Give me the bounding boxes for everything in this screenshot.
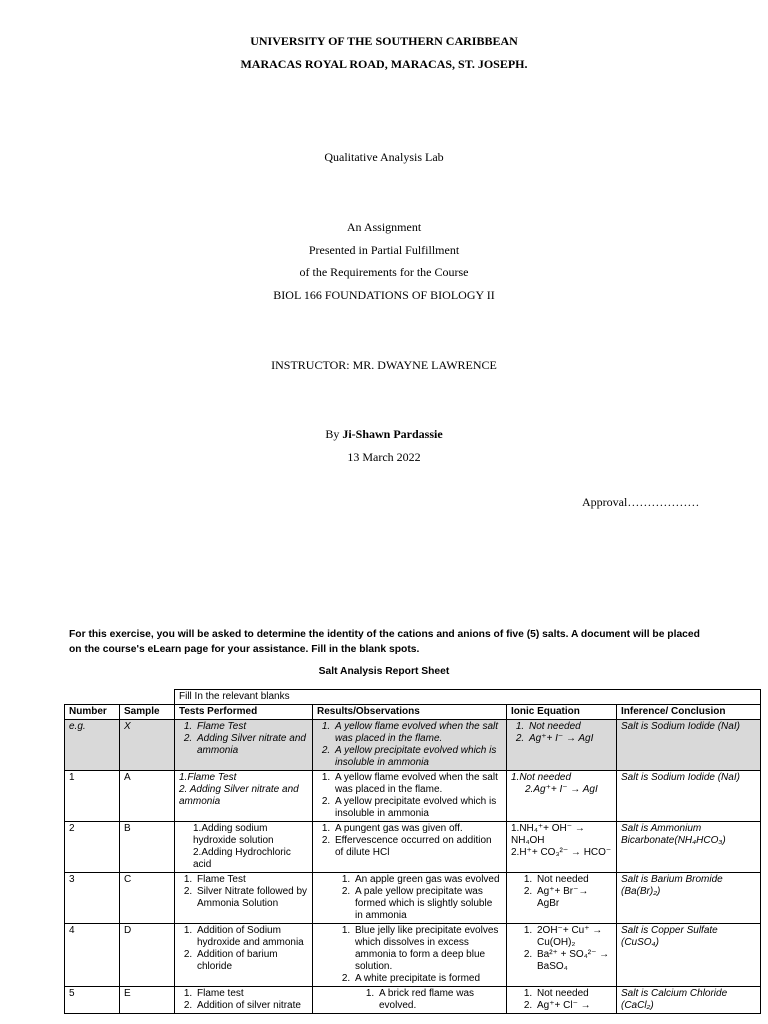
cell-results [313, 720, 507, 771]
list-item: 2. Ag⁺+ Br⁻→ AgBr [535, 886, 612, 910]
cell-number: 2 [65, 822, 120, 873]
list-item: 2. Ba²⁺ + SO₄²⁻ → BaSO₄ [535, 949, 612, 973]
list-item: 1. Addition of Sodium hydroxide and ammonia [195, 925, 308, 949]
cell-sample: C [120, 873, 175, 924]
table-row-example [65, 720, 761, 771]
col-sample: Sample [120, 705, 175, 720]
cell-inference: Salt is Calcium Chloride (CaCl₂) [617, 987, 761, 1014]
list-item: 1. Not needed [535, 988, 612, 1000]
cell-tests [175, 987, 313, 1014]
list-item: 1. Not needed [527, 721, 612, 733]
col-number: Number [65, 705, 120, 720]
table-row [65, 822, 761, 873]
list-item: 2. Addition of barium chloride [195, 949, 308, 973]
table-header-row [65, 705, 761, 720]
university-address: MARACAS ROYAL ROAD, MARACAS, ST. JOSEPH. [240, 57, 528, 71]
cell-tests [175, 873, 313, 924]
lab-title: Qualitative Analysis Lab [324, 150, 444, 164]
list-item: 1. Blue jelly like precipitate evolves which dissolves in excess ammonia to form a deep blue solution. [353, 925, 502, 973]
list-item: 2. Ag⁺+ Cl⁻ → [535, 1000, 612, 1012]
list-item: 2. Silver Nitrate followed by Ammonia Solution [195, 886, 308, 910]
cell-sample: E [120, 987, 175, 1014]
cell-ionic [507, 720, 617, 771]
assignment-line-1: An Assignment [346, 220, 422, 234]
list-item: 2. A yellow precipitate evolved which is insoluble in ammonia [333, 796, 502, 820]
list-item: 1. 2OH⁻+ Cu⁺ → Cu(OH)₂ [535, 925, 612, 949]
table-row [65, 924, 761, 987]
cell-sample: D [120, 924, 175, 987]
assignment-line-3: of the Requirements for the Course [299, 265, 469, 279]
cell-results [313, 822, 507, 873]
list-item: 2. A yellow precipitate evolved which is insoluble in ammonia [333, 745, 502, 769]
table-row [65, 987, 761, 1014]
cell-number: 5 [65, 987, 120, 1014]
list-item: 1. Flame Test [195, 721, 308, 733]
cell-number: 3 [65, 873, 120, 924]
list-item: 1. Flame Test [195, 874, 308, 886]
list-item: 2. Effervescence occurred on addition of dilute HCl [333, 835, 502, 859]
col-tests: Tests Performed [175, 705, 313, 720]
cell-tests [175, 924, 313, 987]
line-item: 2.Ag⁺+ I⁻ → AgI [525, 784, 598, 795]
cell-ionic [507, 822, 617, 873]
list-item: 2. Ag⁺+ I⁻ → AgI [527, 733, 612, 745]
line-item: 1.Not needed [511, 772, 572, 783]
cell-number: 1 [65, 771, 120, 822]
group-header: Fill In the relevant blanks [175, 690, 761, 705]
line-item: 1.NH₄⁺+ OH⁻ → NH₄OH [511, 823, 585, 846]
salt-analysis-table [64, 689, 761, 1014]
cell-ionic [507, 924, 617, 987]
report-sheet-title: Salt Analysis Report Sheet [318, 666, 450, 677]
list-item: 1. Not needed [535, 874, 612, 886]
col-inference: Inference/ Conclusion [617, 705, 761, 720]
assignment-line-2: Presented in Partial Fulfillment [308, 243, 460, 257]
author-by: By [325, 427, 343, 441]
cell-results [313, 987, 507, 1014]
cell-tests [175, 720, 313, 771]
course-name: BIOL 166 FOUNDATIONS OF BIOLOGY II [273, 288, 495, 302]
exercise-instructions: For this exercise, you will be asked to determine the identity of the cations and anions of five (5) salts. A document will be placed on the course's eLearn page for your assistance. Fill in the blank spots. [69, 629, 700, 655]
cell-results [313, 924, 507, 987]
cell-results [313, 873, 507, 924]
instructor: INSTRUCTOR: MR. DWAYNE LAWRENCE [271, 358, 497, 372]
list-item: 1. Flame test [195, 988, 308, 1000]
cell-inference: Salt is Barium Bromide (Ba(Br)₂) [617, 873, 761, 924]
author-name: Ji-Shawn Pardassie [342, 427, 443, 441]
col-ionic: Ionic Equation [507, 705, 617, 720]
list-item: 2. A pale yellow precipitate was formed which is slightly soluble in ammonia [353, 886, 502, 922]
cell-number: 4 [65, 924, 120, 987]
cell-results [313, 771, 507, 822]
cell-tests [175, 822, 313, 873]
cell-ionic [507, 987, 617, 1014]
table-row [65, 873, 761, 924]
cell-ionic [507, 771, 617, 822]
line-item: 1.Adding sodium hydroxide solution [193, 823, 274, 846]
list-item: 1. A brick red flame was evolved. [377, 988, 502, 1012]
cell-tests [175, 771, 313, 822]
list-item: 1. A yellow flame evolved when the salt was placed in the flame. [333, 721, 502, 745]
cell-ionic [507, 873, 617, 924]
author-line [0, 427, 768, 441]
cell-inference: Salt is Sodium Iodide (NaI) [617, 720, 761, 771]
col-results: Results/Observations [313, 705, 507, 720]
cell-sample: B [120, 822, 175, 873]
cell-inference: Salt is Ammonium Bicarbonate(NH₄HCO₃) [617, 822, 761, 873]
cell-inference: Salt is Copper Sulfate (CuSO₄) [617, 924, 761, 987]
list-item: 1. A yellow flame evolved when the salt was placed in the flame. [333, 772, 502, 796]
line-item: 2.H⁺+ CO₃²⁻ → HCO⁻ [511, 847, 612, 858]
university-name: UNIVERSITY OF THE SOUTHERN CARIBBEAN [250, 34, 518, 48]
list-item: 2. A white precipitate is formed [353, 973, 502, 985]
table-group-header-row [65, 690, 761, 705]
cell-number: e.g. [65, 720, 120, 771]
list-item: 1. An apple green gas was evolved [353, 874, 502, 886]
line-item: 2.Adding Hydrochloric acid [193, 847, 291, 870]
list-item: 1. A pungent gas was given off. [333, 823, 502, 835]
cell-sample: A [120, 771, 175, 822]
line-item: 1.Flame Test [179, 772, 237, 783]
table-row [65, 771, 761, 822]
submission-date: 13 March 2022 [347, 450, 421, 464]
list-item: 2. Adding Silver nitrate and ammonia [195, 733, 308, 757]
cell-inference: Salt is Sodium Iodide (NaI) [617, 771, 761, 822]
cell-sample: X [120, 720, 175, 771]
list-item: 2. Addition of silver nitrate [195, 1000, 308, 1012]
line-item: 2. Adding Silver nitrate and ammonia [179, 784, 299, 807]
approval-line: Approval……………… [582, 495, 700, 509]
